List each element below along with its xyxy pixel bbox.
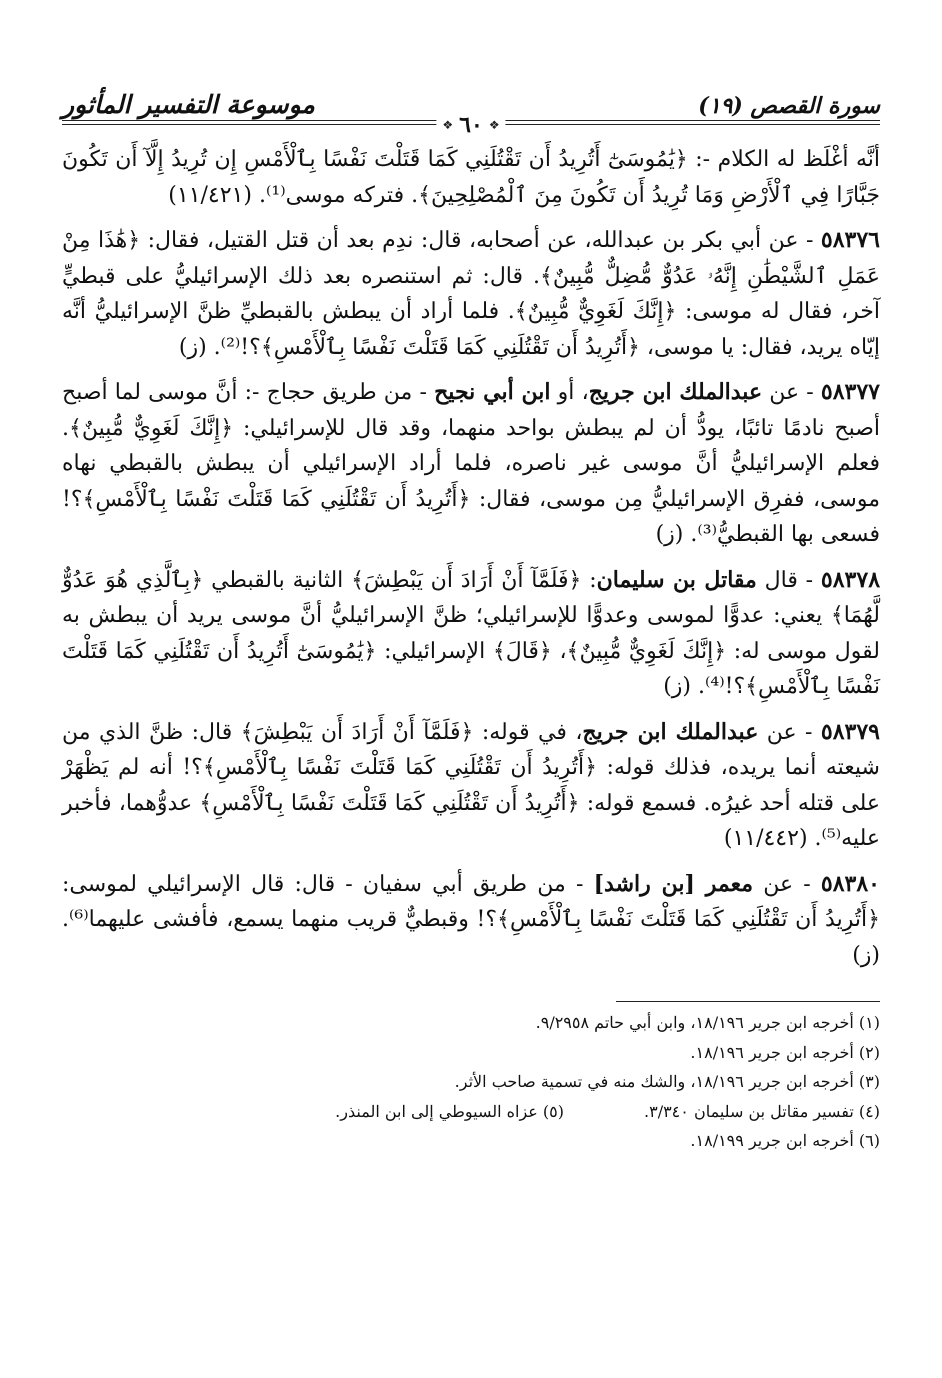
paragraph-text: - من طريق أبي سفيان - قال: قال الإسرائيلي لموسى: ﴿أَتُرِيدُ أَن تَقْتُلَنِي كَمَا قَتَلْتَ نَفْسًا بِٱلْأَمْسِ﴾؟! وقبطيٌّ قريب منهما يسمع، فأفشى عليهما⁽⁶⁾. (ز) <box>62 871 880 968</box>
connector-text: - عن <box>753 871 811 897</box>
page-number-box <box>436 112 505 138</box>
paragraph-text: - عن أبي بكر بن عبدالله، عن أصحابه، قال: ندِم بعد أن قتل القتيل، فقال: ﴿هَٰذَا مِنْ عَمَلِ ٱلشَّيْطَٰنِ إِنَّهُۥ عَدُوٌّ مُّضِلٌّ مُّبِينٌ﴾. قال: ثم استنصره بعد ذلك الإسرائيليُّ على قبطيٍّ آخر، فقال له موسى: ﴿إِنَّكَ لَغَوِيٌّ مُّبِينٌ﴾. فلما أراد أن يبطش بالقبطيِّ ظنَّ الإسرائيليُّ أنَّه إيّاه يريد، فقال: يا موسى، ﴿أَتُرِيدُ أَن تَقْتُلَنِي كَمَا قَتَلْتَ نَفْسًا بِٱلْأَمْسِ﴾؟!⁽²⁾. (ز) <box>62 228 880 360</box>
surah-header: سورة القصص (١٩) <box>698 92 880 119</box>
footnote-text: (٤) تفسير مقاتل بن سليمان ٣/٣٤٠. <box>644 1101 880 1121</box>
narration-number: ٥٨٣٨٠ <box>820 870 880 897</box>
footnote-text: (٥) عزاه السيوطي إلى ابن المنذر. <box>335 1101 564 1121</box>
narration-number: ٥٨٣٧٦ <box>820 227 880 253</box>
narrator-name: عبدالملك ابن جريج <box>588 379 763 405</box>
narration-number: ٥٨٣٧٩ <box>820 718 880 745</box>
narrator-name: عبدالملك ابن جريج <box>582 718 759 745</box>
footnote-text: (١) أخرجه ابن جرير ١٨/١٩٦، وابن أبي حاتم ٩/٢٩٥٨. <box>535 1013 880 1032</box>
ornament-icon: ❖ <box>442 118 454 132</box>
connector-text: ، أو <box>550 380 589 405</box>
footnote-rule <box>616 1001 880 1002</box>
paragraph <box>62 563 880 705</box>
connector-text: - قال <box>756 567 814 593</box>
footnote <box>62 1067 880 1097</box>
connector-text: - عن <box>762 380 814 405</box>
main-text <box>62 142 880 973</box>
paragraph <box>62 375 880 553</box>
footnote-text: (٣) أخرجه ابن جرير ١٨/١٩٦، والشك منه في تسمية صاحب الأثر. <box>454 1072 880 1091</box>
paragraph-text: أنَّه أغْلَظ له الكلام -: ﴿يَٰمُوسَىٰٓ أَتُرِيدُ أَن تَقْتُلَنِي كَمَا قَتَلْتَ نَفْسًا بِٱلْأَمْسِ إِن تُرِيدُ إِلَّآ أَن تَكُونَ جَبَّارًا فِي ٱلْأَرْضِ وَمَا تُرِيدُ أَن تَكُونَ مِنَ ٱلْمُصْلِحِينَ﴾. فتركه موسى⁽¹⁾. (١١/٤٢١) <box>62 147 880 208</box>
narrator-name: معمر [بن راشد] <box>593 870 753 897</box>
paragraph-text: ، في قوله: ﴿فَلَمَّآ أَنْ أَرَادَ أَن يَبْطِشَ﴾ قال: ظنَّ الذي من شيعته أنما يريده، فذلك قوله: ﴿أَتُرِيدُ أَن تَقْتُلَنِي كَمَا قَتَلْتَ نَفْسًا بِٱلْأَمْسِ﴾؟! أنه لم يَظْهَرْ على قتله أحد غيرُه. فسمع قوله: ﴿أَتُرِيدُ أَن تَقْتُلَنِي كَمَا قَتَلْتَ نَفْسًا بِٱلْأَمْسِ﴾ عدوُّهما، فأخبر عليه⁽⁵⁾. (١١/٤٤٢) <box>62 719 880 851</box>
footnote <box>62 1038 880 1068</box>
footnote <box>62 1008 880 1038</box>
paragraph <box>62 142 880 213</box>
footnote-text: (٦) أخرجه ابن جرير ١٨/١٩٩. <box>690 1131 880 1150</box>
book-title: موسوعة التفسير المأثور <box>62 89 315 119</box>
paragraph <box>62 715 880 857</box>
running-header <box>62 60 880 118</box>
header-rule <box>62 112 880 140</box>
narration-number: ٥٨٣٧٨ <box>820 566 881 593</box>
connector-text: - عن <box>758 719 813 745</box>
footnote <box>62 1126 880 1156</box>
narrator-name: مقاتل بن سليمان <box>596 566 757 593</box>
page-number: ٦٠ <box>459 112 483 138</box>
paragraph-text: - من طريق حجاج -: أنَّ موسى لما أصبح أصبح نادمًا تائبًا، يودُّ أن لم يبطش بواحد منهما، وقد قال للإسرائيلي: ﴿إِنَّكَ لَغَوِيٌّ مُّبِينٌ﴾. فعلم الإسرائيليُّ أنَّ موسى غير ناصره، فلما أراد الإسرائيلي أن يبطش بالقبطي نهاه موسى، ففرِق الإسرائيليُّ مِن موسى، فقال: ﴿أَتُرِيدُ أَن تَقْتُلَنِي كَمَا قَتَلْتَ نَفْسًا بِٱلْأَمْسِ﴾؟! فسعى بها القبطيُّ⁽³⁾. (ز) <box>62 380 880 547</box>
narration-number: ٥٨٣٧٧ <box>820 379 880 405</box>
narrator-name: ابن أبي نجيح <box>434 379 551 405</box>
footnote-text: (٢) أخرجه ابن جرير ١٨/١٩٦. <box>690 1042 880 1062</box>
book-page <box>62 60 880 1156</box>
footnote <box>62 1097 880 1127</box>
paragraph <box>62 867 880 974</box>
footnotes <box>62 1008 880 1156</box>
paragraph <box>62 223 880 365</box>
paragraph-text: : ﴿فَلَمَّآ أَنْ أَرَادَ أَن يَبْطِشَ﴾ الثانية بالقبطي ﴿بِٱلَّذِي هُوَ عَدُوٌّ لَّهُمَا﴾ يعني: عدوًّا لموسى وعدوًّا للإسرائيلي؛ ظنَّ الإسرائيليُّ أنَّ موسى يريد أن يبطش به لقول موسى له: ﴿إِنَّكَ لَغَوِيٌّ مُّبِينٌ﴾، ﴿قَالَ﴾ الإسرائيلي: ﴿يَٰمُوسَىٰٓ أَتُرِيدُ أَن تَقْتُلَنِي كَمَا قَتَلْتَ نَفْسًا بِٱلْأَمْسِ﴾؟!⁽⁴⁾. (ز) <box>62 567 880 699</box>
ornament-icon: ❖ <box>488 118 500 132</box>
